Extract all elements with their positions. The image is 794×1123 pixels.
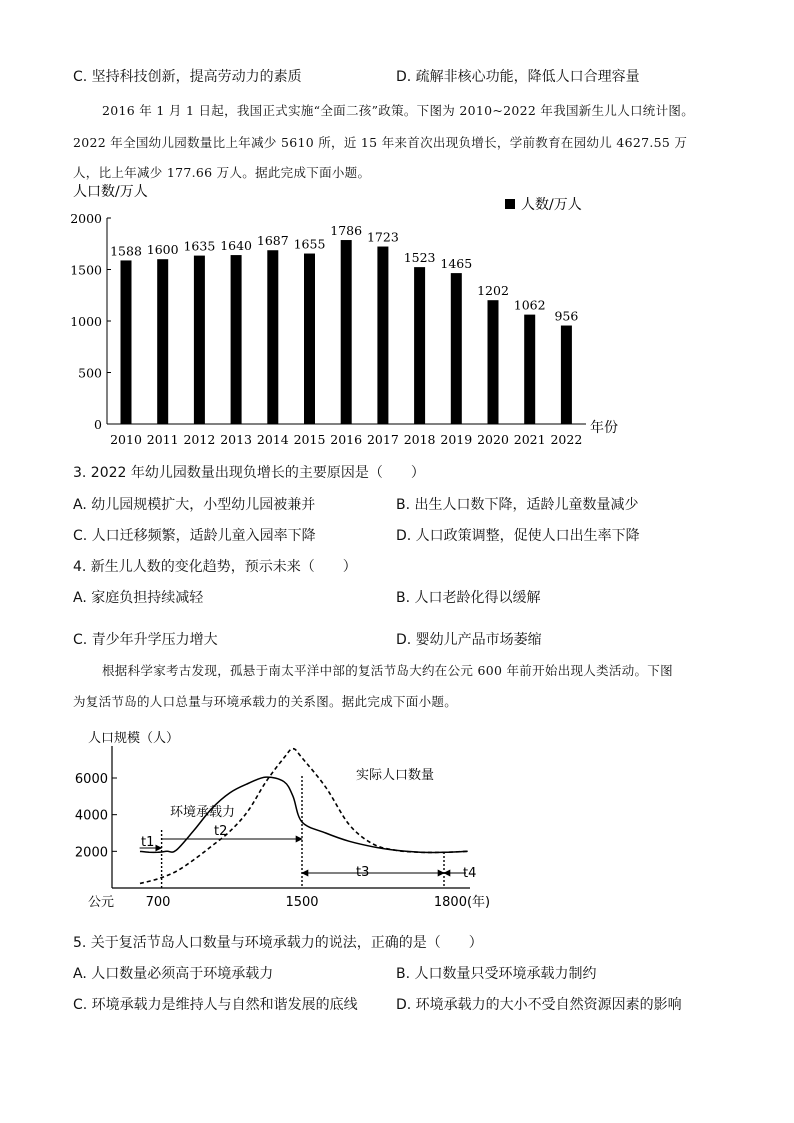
x-tick-label: 2022 — [550, 432, 583, 447]
q3-option-d[interactable]: D. 人口政策调整，促使人口出生率下降 — [396, 528, 640, 544]
intro1-line3: 人，比上年减少 177.66 万人。据此完成下面小题。 — [73, 165, 371, 180]
bar-value-label: 1523 — [403, 250, 436, 266]
x-tick-label-2: 公元 — [87, 895, 115, 910]
q4-option-a[interactable]: A. 家庭负担持续减轻 — [73, 590, 204, 606]
x-tick-label: 2019 — [440, 432, 473, 447]
y-tick-label-2: 6000 — [74, 772, 108, 787]
bar-value-label: 956 — [554, 308, 579, 324]
q4-option-c[interactable]: C. 青少年升学压力增大 — [73, 632, 218, 648]
q3-stem: 3. 2022 年幼儿园数量出现负增长的主要原因是（ ） — [73, 465, 425, 481]
bar-2013 — [231, 255, 242, 424]
y-tick-label: 1000 — [70, 314, 102, 329]
bar-value-label: 1687 — [256, 233, 289, 249]
q2-option-c: C. 坚持科技创新，提高劳动力的素质 — [73, 69, 302, 85]
bar-2016 — [341, 240, 352, 424]
q3-option-c[interactable]: C. 人口迁移频繁，适龄儿童入园率下降 — [73, 528, 316, 544]
bar-2020 — [488, 300, 499, 424]
q3-option-b[interactable]: B. 出生人口数下降，适龄儿童数量减少 — [396, 497, 639, 513]
q5-stem: 5. 关于复活节岛人口数量与环境承载力的说法，正确的是（ ） — [73, 935, 483, 951]
annotation-t4: t4 — [463, 866, 477, 881]
bar-value-label: 1640 — [220, 238, 253, 254]
annotation-t1: t1 — [141, 835, 155, 850]
bar-2022 — [561, 326, 572, 424]
x-axis-title: 年份 — [590, 420, 618, 436]
y-tick-label: 2000 — [70, 211, 102, 226]
x-tick-label: 2014 — [256, 432, 289, 447]
y-tick-label-2: 2000 — [74, 845, 108, 861]
x-tick-label-2: 1800(年) — [433, 895, 491, 910]
q4-option-b[interactable]: B. 人口老龄化得以缓解 — [396, 590, 541, 606]
x-tick-label: 2016 — [330, 432, 363, 447]
x-tick-label-2: 700 — [145, 895, 171, 910]
y-axis-title-2: 人口规模（人） — [88, 731, 180, 746]
x-tick-label: 2011 — [146, 432, 179, 447]
annotation-label: 实际人口数量 — [356, 768, 435, 783]
q3-option-a[interactable]: A. 幼儿园规模扩大，小型幼儿园被兼并 — [73, 497, 316, 513]
bar-value-label: 1588 — [110, 243, 142, 259]
bar-2014 — [267, 250, 278, 424]
intro1-line1: 2016 年 1 月 1 日起，我国正式实施“全面二孩”政策。下图为 2010~2022 年我国新生儿人口统计图。 — [102, 103, 695, 118]
legend-label: 人数/万人 — [521, 197, 582, 213]
bar-2021 — [524, 315, 535, 424]
bar-value-label: 1786 — [330, 223, 363, 239]
y-tick-label: 1500 — [70, 262, 102, 278]
legend-swatch — [505, 199, 515, 209]
x-tick-label: 2021 — [513, 432, 546, 447]
bar-2012 — [194, 256, 205, 424]
intro2-line1: 根据科学家考古发现，孤悬于南太平洋中部的复活节岛大约在公元 600 年前开始出现人类活动。下图 — [102, 663, 673, 678]
y-axis-title: 人口数/万人 — [73, 184, 148, 200]
bar-2019 — [451, 273, 462, 424]
bar-value-label: 1202 — [477, 283, 509, 299]
q5-option-c[interactable]: C. 环境承载力是维持人与自然和谐发展的底线 — [73, 997, 358, 1013]
x-tick-label: 2012 — [183, 432, 216, 447]
y-tick-label: 500 — [78, 365, 102, 381]
carrying-capacity-chart — [0, 722, 794, 922]
x-tick-label: 2020 — [477, 432, 509, 447]
q4-stem: 4. 新生儿人数的变化趋势，预示未来（ ） — [73, 559, 357, 575]
bar-value-label: 1655 — [293, 236, 326, 252]
bar-value-label: 1465 — [440, 256, 473, 272]
bar-value-label: 1635 — [183, 238, 216, 254]
x-tick-label: 2013 — [220, 432, 253, 447]
bar-2015 — [304, 254, 315, 424]
x-tick-label: 2018 — [403, 432, 436, 447]
x-tick-label: 2010 — [110, 432, 142, 447]
x-tick-label: 2015 — [293, 432, 326, 447]
y-tick-label-2: 4000 — [74, 808, 108, 824]
annotation-t2: t2 — [214, 824, 228, 839]
intro2-line2: 为复活节岛的人口总量与环境承载力的关系图。据此完成下面小题。 — [73, 694, 458, 709]
q5-option-d[interactable]: D. 环境承载力的大小不受自然资源因素的影响 — [396, 997, 682, 1013]
q2-option-d: D. 疏解非核心功能，降低人口合理容量 — [396, 69, 640, 85]
x-tick-label-2: 1500 — [285, 895, 319, 910]
bar-2011 — [157, 259, 168, 424]
bar-2010 — [121, 260, 132, 424]
bar-2017 — [377, 247, 388, 424]
bar-value-label: 1062 — [513, 297, 546, 313]
bar-value-label: 1600 — [146, 242, 179, 258]
q4-option-d[interactable]: D. 婴幼儿产品市场萎缩 — [396, 632, 542, 648]
bar-2018 — [414, 267, 425, 424]
annotation-t3: t3 — [356, 865, 370, 880]
x-tick-label: 2017 — [366, 432, 399, 447]
q5-option-a[interactable]: A. 人口数量必须高于环境承载力 — [73, 966, 274, 982]
q5-option-b[interactable]: B. 人口数量只受环境承载力制约 — [396, 966, 597, 982]
y-tick-label: 0 — [94, 417, 102, 432]
annotation-label: 环境承载力 — [170, 805, 236, 820]
newborn-bar-chart — [0, 180, 794, 460]
intro1-line2: 2022 年全国幼儿园数量比上年减少 5610 所，近 15 年来首次出现负增长，学前教育在园幼儿 4627.55 万 — [73, 135, 688, 150]
bar-value-label: 1723 — [366, 229, 399, 245]
